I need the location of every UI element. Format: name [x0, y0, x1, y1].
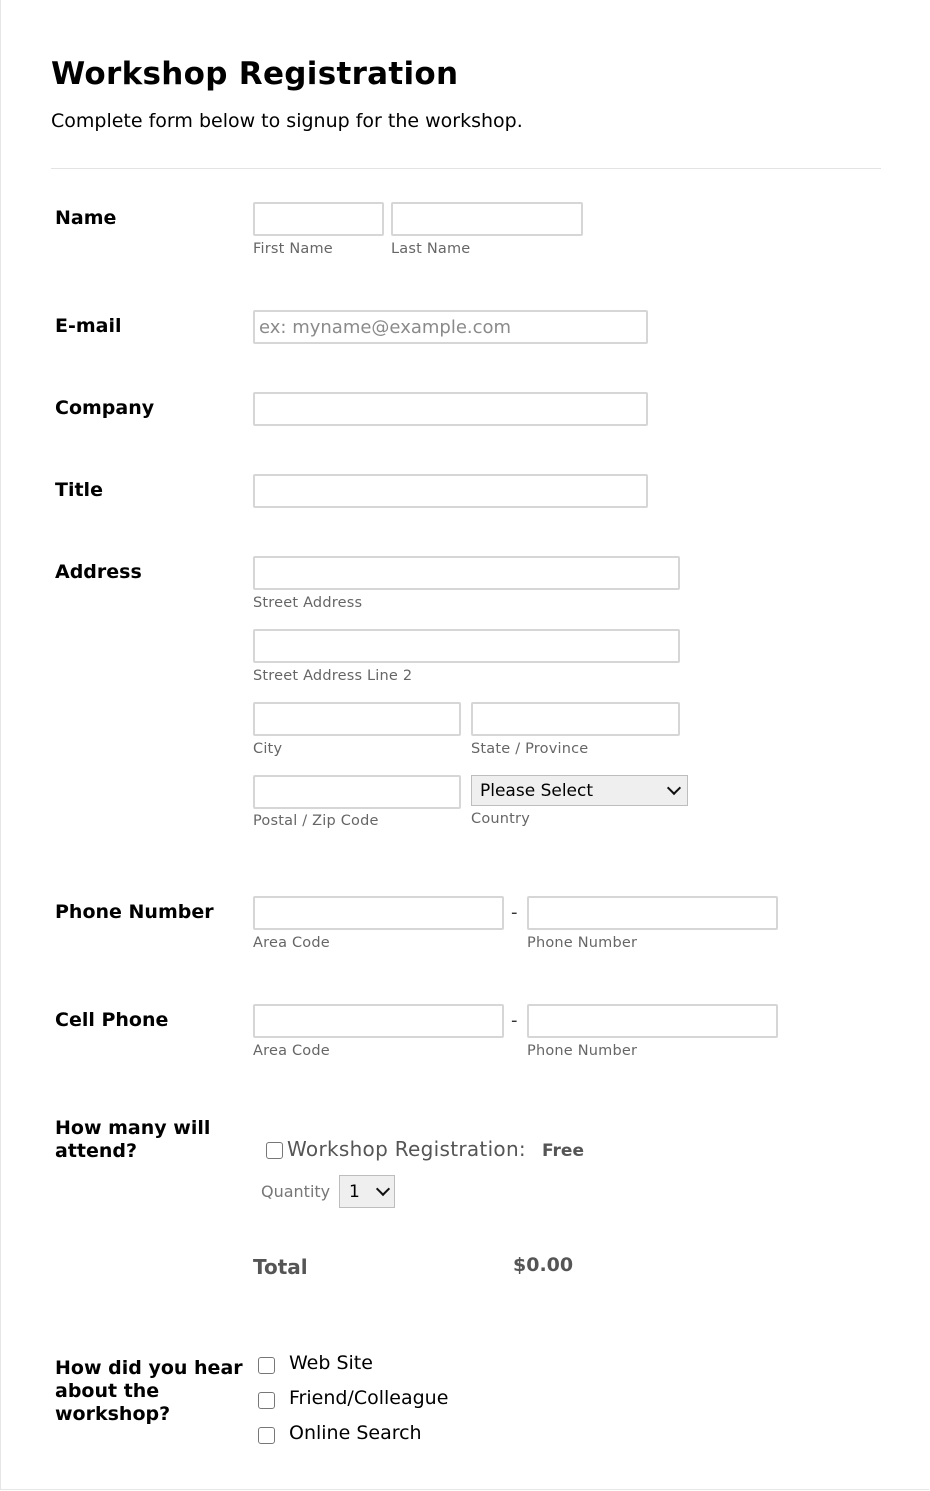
country-select-value: Please Select: [480, 780, 594, 801]
address-label: Address: [55, 561, 142, 583]
email-label: E-mail: [55, 315, 122, 337]
phone-label: Phone Number: [55, 901, 214, 923]
first-name-input[interactable]: [253, 202, 384, 236]
online-search-checkbox[interactable]: [258, 1427, 275, 1444]
cell-area-code-sublabel: Area Code: [253, 1043, 330, 1059]
city-sublabel: City: [253, 741, 283, 757]
city-input[interactable]: [253, 702, 461, 736]
phone-number-sublabel: Phone Number: [527, 935, 638, 951]
friend-colleague-option-label[interactable]: Friend/Colleague: [289, 1387, 449, 1409]
postal-code-sublabel: Postal / Zip Code: [253, 813, 379, 829]
phone-separator: -: [511, 902, 518, 923]
email-input[interactable]: [253, 310, 648, 344]
attend-label: How many will attend?: [55, 1117, 211, 1162]
cell-separator: -: [511, 1010, 518, 1031]
online-search-option-label[interactable]: Online Search: [289, 1422, 422, 1444]
total-value: $0.00: [513, 1254, 574, 1276]
chevron-down-icon: [667, 781, 681, 795]
cell-number-input[interactable]: [527, 1004, 778, 1038]
country-select[interactable]: [471, 775, 688, 806]
phone-area-code-sublabel: Area Code: [253, 935, 330, 951]
page-title: Workshop Registration: [51, 56, 459, 92]
phone-area-code-input[interactable]: [253, 896, 504, 930]
street-address-line2-input[interactable]: [253, 629, 680, 663]
street-address-input[interactable]: [253, 556, 680, 590]
country-sublabel: Country: [471, 811, 531, 827]
chevron-down-icon: [376, 1182, 390, 1196]
name-label: Name: [55, 207, 117, 229]
quantity-label: Quantity: [261, 1182, 331, 1201]
total-label: Total: [253, 1255, 308, 1279]
postal-code-input[interactable]: [253, 775, 461, 809]
first-name-sublabel: First Name: [253, 241, 333, 257]
cell-phone-label: Cell Phone: [55, 1009, 169, 1031]
hear-about-label: How did you hear about the workshop?: [55, 1357, 243, 1425]
web-site-option-label[interactable]: Web Site: [289, 1352, 373, 1374]
workshop-product-name: Workshop Registration:: [287, 1137, 526, 1161]
friend-colleague-checkbox[interactable]: [258, 1392, 275, 1409]
state-sublabel: State / Province: [471, 741, 589, 757]
title-label: Title: [55, 479, 103, 501]
company-input[interactable]: [253, 392, 648, 426]
quantity-select[interactable]: [339, 1175, 395, 1208]
cell-area-code-input[interactable]: [253, 1004, 504, 1038]
phone-number-input[interactable]: [527, 896, 778, 930]
street-address-sublabel: Street Address: [253, 595, 363, 611]
quantity-select-value: 1: [349, 1181, 360, 1202]
page-subtitle: Complete form below to signup for the workshop.: [51, 110, 523, 132]
company-label: Company: [55, 397, 155, 419]
street-address-line2-sublabel: Street Address Line 2: [253, 668, 413, 684]
web-site-checkbox[interactable]: [258, 1357, 275, 1374]
last-name-sublabel: Last Name: [391, 241, 471, 257]
title-input[interactable]: [253, 474, 648, 508]
header-divider: [51, 168, 881, 169]
workshop-product-price: Free: [542, 1141, 584, 1161]
state-input[interactable]: [471, 702, 680, 736]
workshop-product-checkbox[interactable]: [266, 1142, 283, 1159]
last-name-input[interactable]: [391, 202, 583, 236]
cell-number-sublabel: Phone Number: [527, 1043, 638, 1059]
